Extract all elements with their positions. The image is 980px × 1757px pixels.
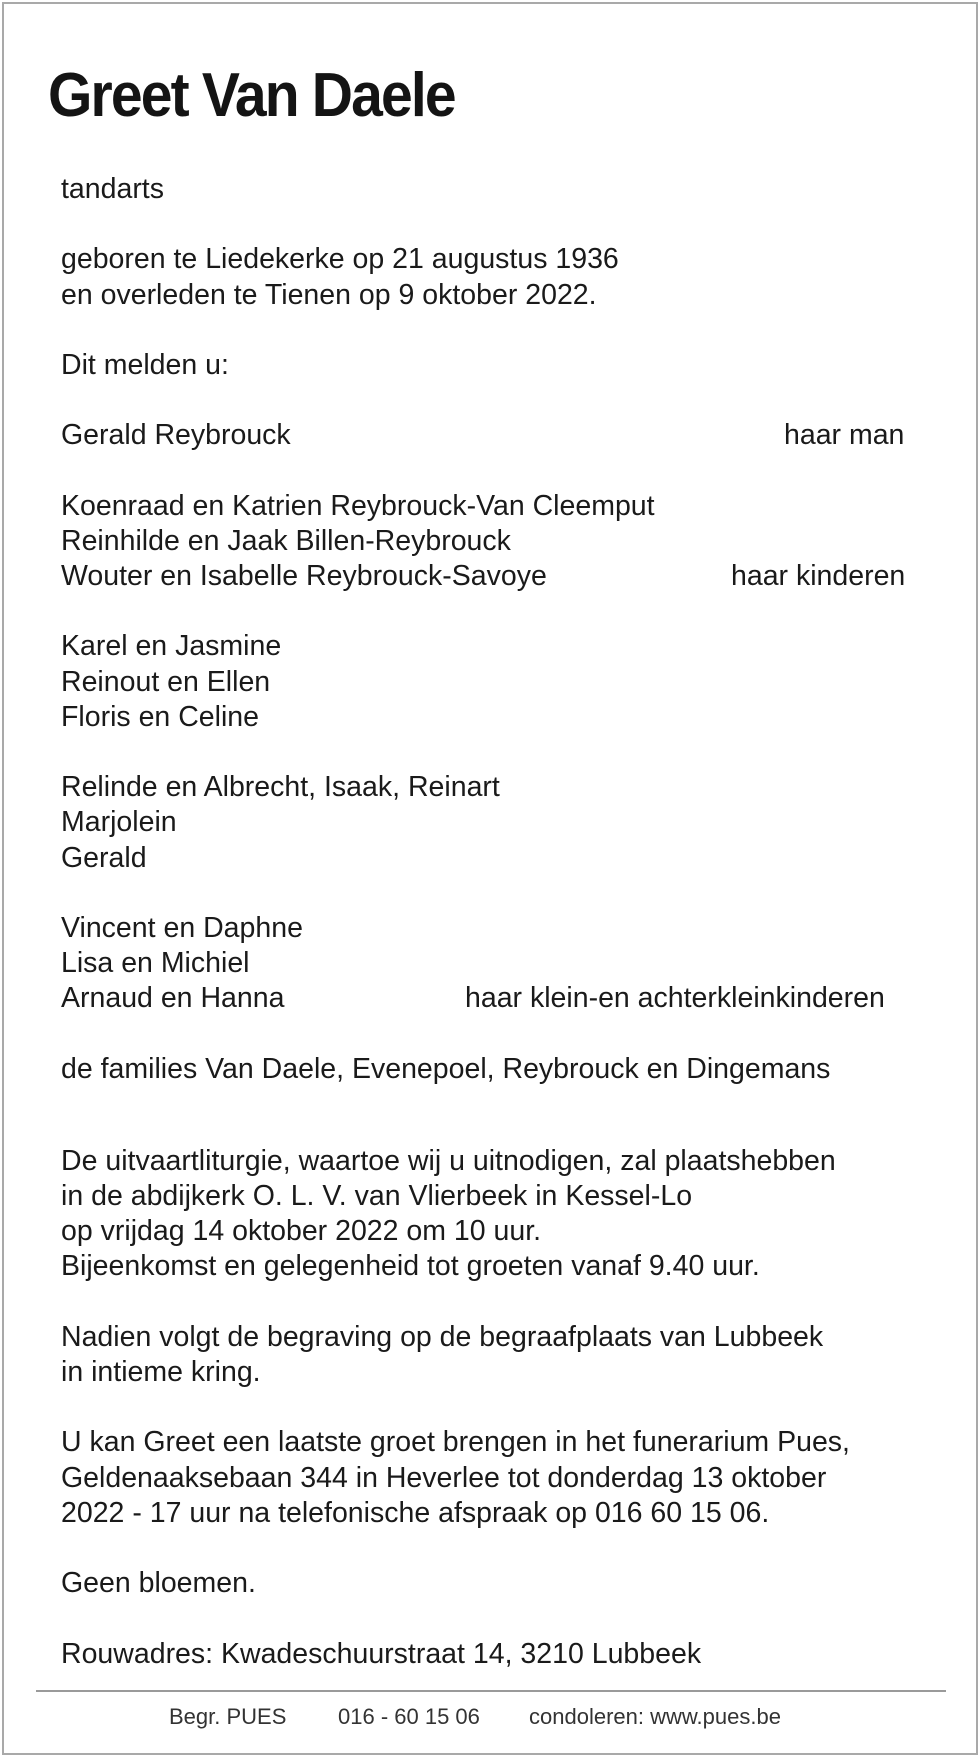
footer-divider	[36, 1690, 946, 1692]
announcement: Dit melden u:	[61, 348, 229, 381]
liturgy-line: Bijeenkomst en gelegenheid tot groeten vanaf 9.40 uur.	[61, 1250, 760, 1283]
footer-condolences: condoleren: www.pues.be	[529, 1704, 781, 1729]
obituary-body	[61, 172, 921, 1672]
obituary-card	[2, 2, 978, 1755]
footer-phone: 016 - 60 15 06	[338, 1704, 480, 1729]
mourning-address: Rouwadres: Kwadeschuurstraat 14, 3210 Lubbeek	[61, 1637, 702, 1670]
child-name: Reinhilde en Jaak Billen-Reybrouck	[61, 524, 511, 557]
burial-line: in intieme kring.	[61, 1356, 261, 1388]
grandchild-name: Lisa en Michiel	[61, 947, 250, 980]
children-row	[61, 559, 921, 594]
no-flowers: Geen bloemen.	[61, 1567, 256, 1600]
visit-line: 2022 - 17 uur na telefonische afspraak op 016 60 15 06.	[61, 1496, 770, 1529]
child-name: Wouter en Isabelle Reybrouck-Savoye	[61, 560, 547, 593]
grandchild-name: Arnaud en Hanna	[61, 982, 285, 1015]
grandchild-name: Floris en Celine	[61, 700, 259, 733]
profession: tandarts	[61, 173, 164, 205]
grandchild-name: Relinde en Albrecht, Isaak, Reinart	[61, 771, 500, 804]
grandchildren-row	[61, 981, 921, 1016]
child-name: Koenraad en Katrien Reybrouck-Van Cleemput	[61, 489, 655, 522]
grandchild-name: Karel en Jasmine	[61, 630, 282, 663]
birth-line: geboren te Liedekerke op 21 augustus 1936	[61, 243, 619, 276]
grandchild-name: Gerald	[61, 841, 147, 874]
grandchild-name: Vincent en Daphne	[61, 911, 303, 944]
footer-undertaker: Begr. PUES	[169, 1704, 287, 1729]
grandchild-name: Marjolein	[61, 806, 177, 839]
liturgy-line: De uitvaartliturgie, waartoe wij u uitnodigen, zal plaatshebben	[61, 1144, 836, 1177]
husband-row	[61, 418, 921, 453]
liturgy-line: in de abdijkerk O. L. V. van Vlierbeek in Kessel-Lo	[61, 1180, 693, 1213]
husband-relation: haar man	[784, 419, 905, 452]
grandchildren-relation: haar klein-en achterkleinkinderen	[465, 982, 885, 1015]
grandchild-name: Reinout en Ellen	[61, 665, 271, 698]
families-line: de families Van Daele, Evenepoel, Reybrouck en Dingemans	[61, 1052, 831, 1085]
visit-line: Geldenaaksebaan 344 in Heverlee tot donderdag 13 oktober	[61, 1461, 827, 1494]
husband-name: Gerald Reybrouck	[61, 419, 291, 452]
liturgy-line: op vrijdag 14 oktober 2022 om 10 uur.	[61, 1215, 542, 1248]
visit-line: U kan Greet een laatste groet brengen in het funerarium Pues,	[61, 1426, 850, 1459]
death-line: en overleden te Tienen op 9 oktober 2022.	[61, 278, 597, 311]
burial-line: Nadien volgt de begraving op de begraafplaats van Lubbeek	[61, 1320, 824, 1353]
deceased-name: Greet Van Daele	[48, 61, 455, 130]
children-relation: haar kinderen	[731, 560, 906, 593]
